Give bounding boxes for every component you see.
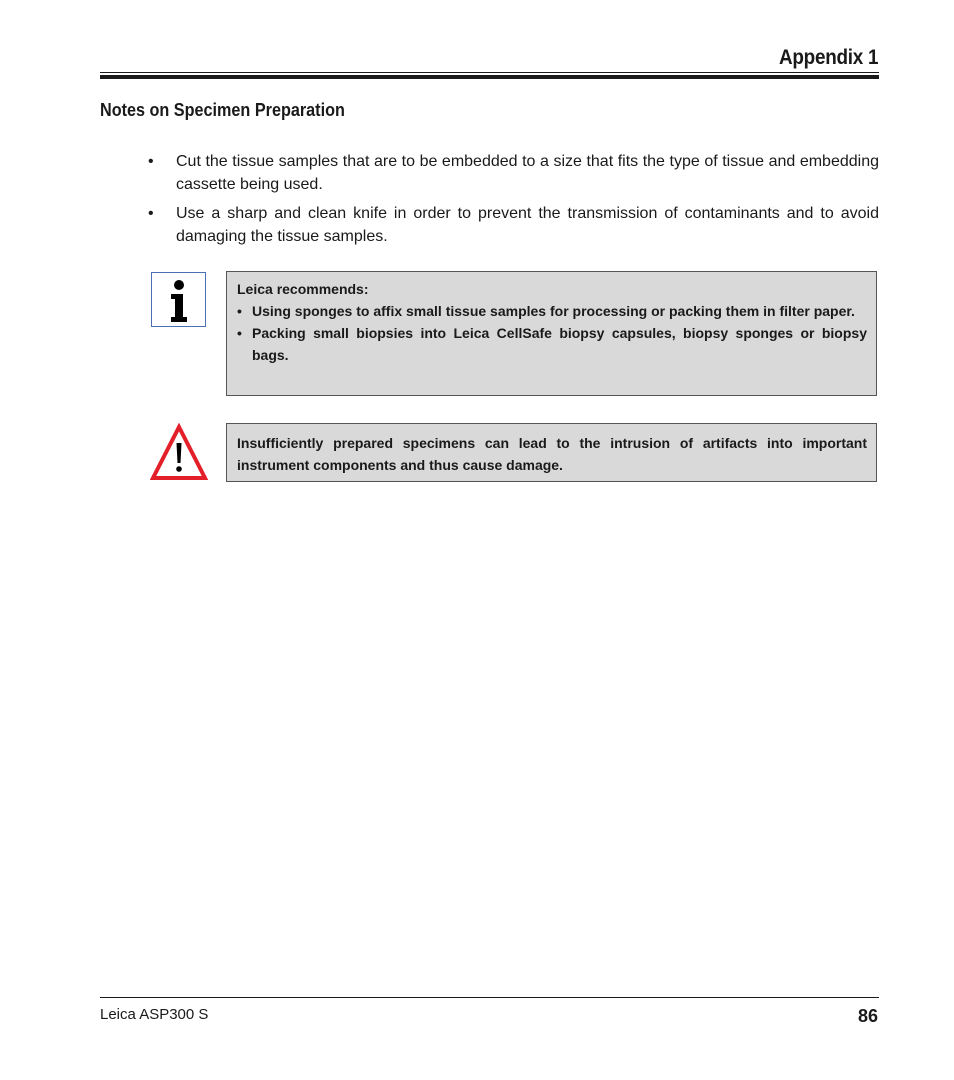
page-number: 86: [857, 1006, 878, 1026]
info-note-item-text: Packing small biopsies into Leica CellSafe biopsy capsules, biopsy sponges or biopsy bags.: [252, 325, 867, 363]
bullet-marker: •: [237, 325, 242, 341]
bullet-marker: •: [237, 303, 242, 319]
list-item-text: Cut the tissue samples that are to be embedded to a size that fits the type of tissue and embedding cassette being used.: [176, 153, 879, 193]
list-item: [148, 202, 879, 248]
bullet-list: [148, 150, 879, 254]
list-item: [148, 150, 879, 196]
warning-note-text: Insufficiently prepared specimens can lead to the intrusion of artifacts into important instrument components and thus cause damage.: [237, 435, 867, 473]
bullet-marker: •: [148, 205, 154, 222]
section-heading: Notes on Specimen Preparation: [100, 100, 345, 120]
list-item: [237, 300, 867, 322]
header-rule-thick: [100, 75, 879, 79]
header-rule-thin: [100, 72, 879, 73]
header-title: Appendix 1: [778, 46, 878, 69]
list-item-text: Use a sharp and clean knife in order to prevent the transmission of contaminants and to avoid damaging the tissue samples.: [176, 205, 879, 245]
info-note-list: [237, 300, 867, 366]
list-item: [237, 322, 867, 366]
footer-product-name: Leica ASP300 S: [100, 1006, 209, 1023]
info-note-box: [226, 271, 877, 396]
warning-icon: [150, 423, 208, 481]
bullet-marker: •: [148, 153, 154, 170]
footer-rule: [100, 997, 879, 998]
warning-note-box: [226, 423, 877, 482]
info-note-item-text: Using sponges to affix small tissue samples for processing or packing them in filter paper.: [252, 303, 855, 319]
info-icon: [151, 272, 206, 327]
info-note-title: Leica recommends:: [237, 281, 369, 297]
